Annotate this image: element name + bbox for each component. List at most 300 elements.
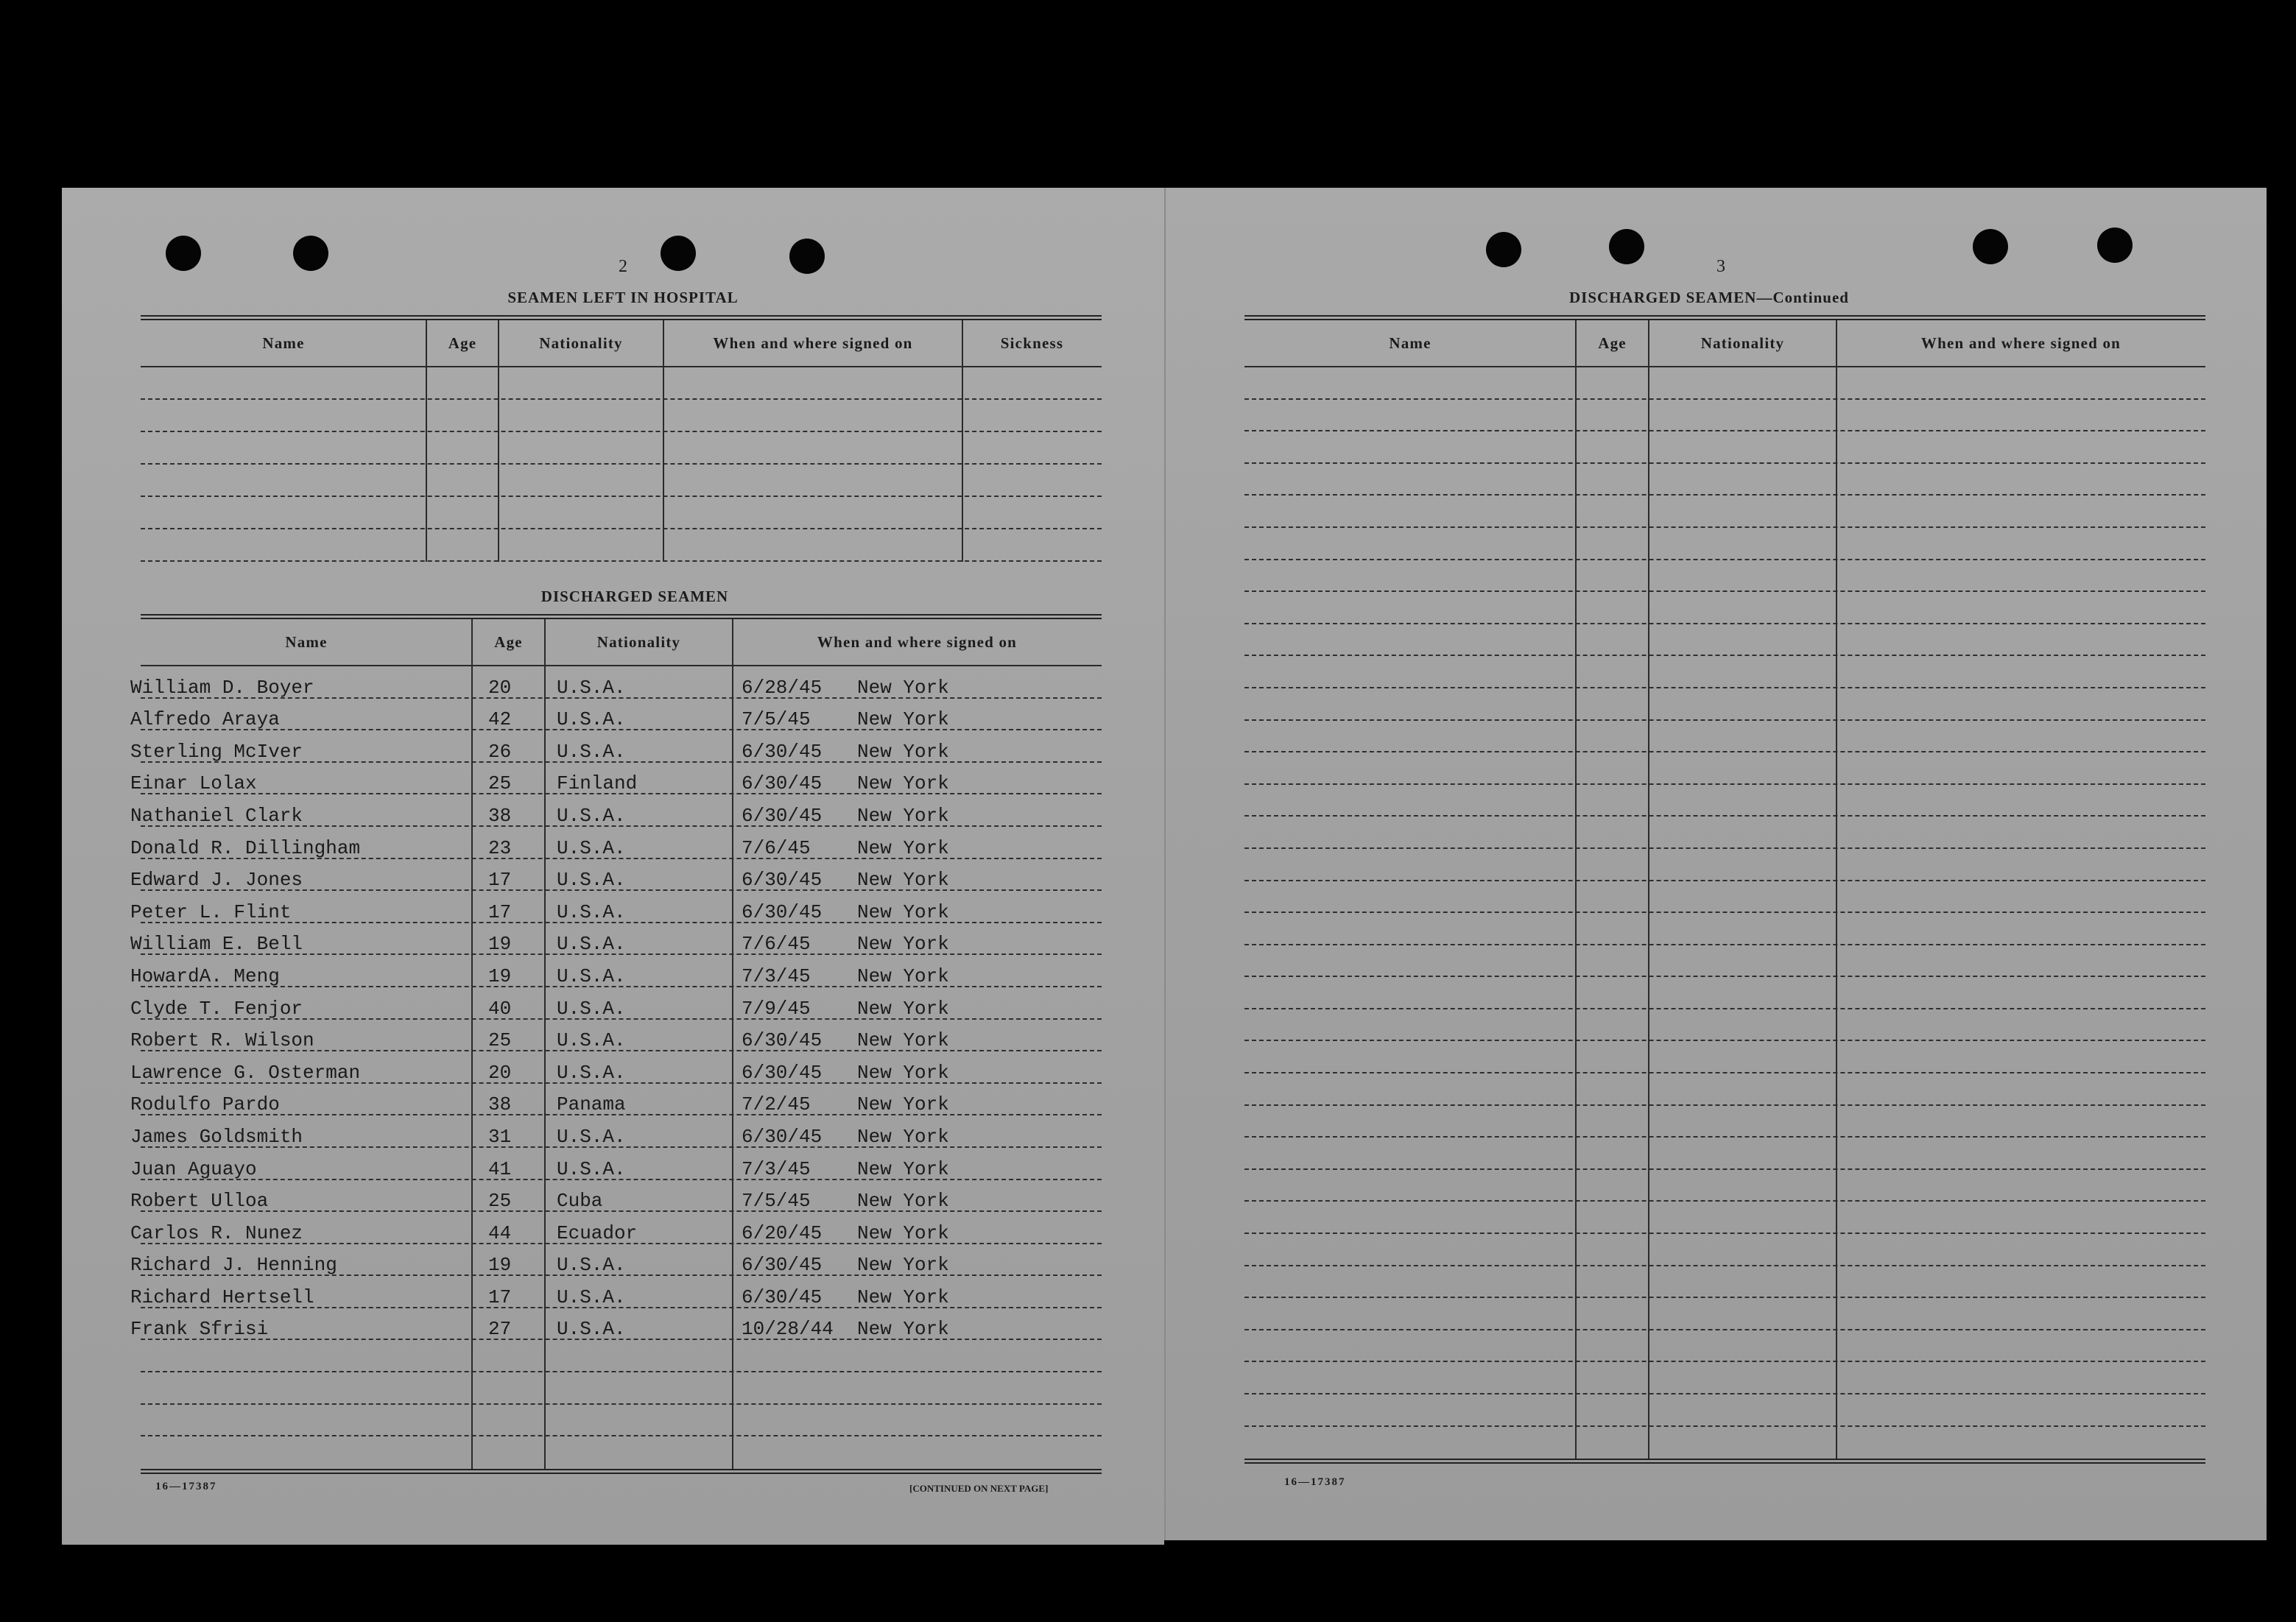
continued-nationality-cell xyxy=(1649,1170,1837,1201)
discharged-age-cell xyxy=(472,1148,545,1179)
discharged-nationality-cell xyxy=(545,699,733,730)
seaman-nationality: U.S.A. xyxy=(557,933,626,956)
continued-signed-on-cell xyxy=(1837,1362,2205,1393)
discharged-seaman-row xyxy=(130,827,1102,859)
discharged-seaman-row xyxy=(130,1276,1102,1308)
discharged-age-cell xyxy=(472,1372,545,1403)
seaman-name: Alfredo Araya xyxy=(130,708,280,731)
hospital-age-cell xyxy=(426,432,499,463)
signed-on-place: New York xyxy=(857,1221,949,1244)
continued-blank-row xyxy=(1244,721,2205,753)
continued-signed-on-cell xyxy=(1837,913,2205,944)
hospital-sickness-cell xyxy=(962,529,1102,560)
continued-age-cell xyxy=(1576,945,1649,976)
discharged-nationality-cell xyxy=(545,987,733,1018)
signed-on-date: 6/20/45 xyxy=(742,1221,823,1244)
continued-signed-on-cell xyxy=(1837,656,2205,687)
hospital-blank-row xyxy=(141,367,1102,400)
discharged-signed-on-cell xyxy=(733,1212,1102,1243)
continued-name-cell xyxy=(1244,1041,1576,1072)
continued-signed-on-cell xyxy=(1837,881,2205,912)
continued-age-cell xyxy=(1576,431,1649,462)
hospital-blank-row xyxy=(141,400,1102,432)
discharged-signed-on-cell xyxy=(733,955,1102,986)
discharged-age-cell xyxy=(472,794,545,825)
continued-age-cell xyxy=(1576,496,1649,526)
seaman-nationality: U.S.A. xyxy=(557,997,626,1020)
continued-age-cell xyxy=(1576,367,1649,398)
discharged-age-cell xyxy=(472,1212,545,1243)
discharged-name-cell xyxy=(130,1084,472,1116)
column-divider xyxy=(663,320,664,562)
discharged-seaman-row xyxy=(130,923,1102,956)
seaman-nationality: Panama xyxy=(557,1093,626,1116)
seaman-age: 19 xyxy=(488,965,512,987)
continued-name-cell xyxy=(1244,624,1576,655)
continued-name-cell xyxy=(1244,592,1576,623)
continued-age-cell xyxy=(1576,1394,1649,1425)
continued-age-cell xyxy=(1576,592,1649,623)
discharged-nationality-cell xyxy=(545,763,733,794)
discharged-name-cell xyxy=(130,1212,472,1244)
continued-nationality-cell xyxy=(1649,1202,1837,1233)
discharged-signed-on-cell xyxy=(733,666,1102,697)
seaman-age: 38 xyxy=(488,1093,512,1116)
continued-nationality-cell xyxy=(1649,688,1837,719)
punch-hole xyxy=(166,236,201,271)
hospital-signed-on-cell xyxy=(663,497,962,528)
seaman-name: Edward J. Jones xyxy=(130,869,303,892)
signed-on-place: New York xyxy=(857,965,949,987)
continued-nationality-cell xyxy=(1649,721,1837,752)
hospital-signed-on-cell xyxy=(663,400,962,431)
continued-nationality-cell xyxy=(1649,400,1837,431)
hospital-nationality-cell xyxy=(499,400,663,431)
continued-age-cell xyxy=(1576,1202,1649,1233)
seaman-age: 41 xyxy=(488,1157,512,1180)
column-header-signed-on: When and where signed on xyxy=(817,632,1018,651)
continued-name-cell xyxy=(1244,721,1576,752)
seaman-nationality: U.S.A. xyxy=(557,1157,626,1180)
continued-signed-on-cell xyxy=(1837,1009,2205,1040)
continued-signed-on-cell xyxy=(1837,1394,2205,1425)
hospital-table xyxy=(141,315,1102,562)
continued-age-cell xyxy=(1576,1041,1649,1072)
discharged-signed-on-cell xyxy=(733,1084,1102,1115)
seaman-age: 23 xyxy=(488,836,512,859)
continued-signed-on-cell xyxy=(1837,752,2205,783)
signed-on-date: 6/30/45 xyxy=(742,1061,823,1084)
signed-on-date: 6/30/45 xyxy=(742,900,823,923)
continued-age-cell xyxy=(1576,688,1649,719)
discharged-continued-title: DISCHARGED SEAMEN—Continued xyxy=(1569,289,1849,306)
continued-age-cell xyxy=(1576,1330,1649,1361)
continued-nationality-cell xyxy=(1649,1073,1837,1104)
discharged-age-cell xyxy=(472,1244,545,1275)
continued-blank-row xyxy=(1244,945,2205,978)
continued-name-cell xyxy=(1244,1427,1576,1459)
seaman-age: 27 xyxy=(488,1318,512,1341)
discharged-signed-on-cell xyxy=(733,1308,1102,1339)
continued-nationality-cell xyxy=(1649,1106,1837,1137)
seaman-name: Frank Sfrisi xyxy=(130,1318,269,1341)
discharged-nationality-cell xyxy=(545,1148,733,1179)
discharged-age-cell xyxy=(472,1308,545,1339)
signed-on-place: New York xyxy=(857,772,949,795)
hospital-signed-on-cell xyxy=(663,465,962,496)
column-header-nationality: Nationality xyxy=(1700,334,1785,352)
discharged-name-cell xyxy=(130,987,472,1020)
seaman-age: 20 xyxy=(488,1061,512,1084)
continued-signed-on-cell xyxy=(1837,688,2205,719)
discharged-name-cell xyxy=(130,1051,472,1084)
continued-name-cell xyxy=(1244,1170,1576,1201)
discharged-name-cell xyxy=(130,891,472,923)
discharged-age-cell xyxy=(472,1115,545,1146)
discharged-seaman-row xyxy=(130,1180,1102,1213)
punch-hole xyxy=(789,239,825,274)
seaman-nationality: U.S.A. xyxy=(557,1125,626,1148)
signed-on-place: New York xyxy=(857,804,949,827)
punch-hole xyxy=(1973,229,2008,264)
continued-name-cell xyxy=(1244,1202,1576,1233)
hospital-nationality-cell xyxy=(499,465,663,496)
discharged-seaman-row xyxy=(130,1084,1102,1116)
continued-name-cell xyxy=(1244,688,1576,719)
continued-name-cell xyxy=(1244,849,1576,880)
discharged-age-cell xyxy=(472,1020,545,1051)
column-header-nationality: Nationality xyxy=(539,334,623,352)
seaman-nationality: Finland xyxy=(557,772,638,795)
signed-on-place: New York xyxy=(857,1157,949,1180)
discharged-nationality-cell xyxy=(545,1372,733,1403)
continued-blank-row xyxy=(1244,688,2205,721)
punch-hole xyxy=(293,236,328,271)
discharged-nationality-cell xyxy=(545,859,733,890)
discharged-signed-on-cell xyxy=(733,1244,1102,1275)
page-number: 3 xyxy=(1716,257,1725,276)
discharged-blank-row xyxy=(141,1340,1102,1372)
column-header-nationality: Nationality xyxy=(596,632,681,651)
signed-on-date: 6/28/45 xyxy=(742,676,823,699)
signed-on-place: New York xyxy=(857,1318,949,1341)
continued-name-cell xyxy=(1244,528,1576,559)
continued-age-cell xyxy=(1576,624,1649,655)
discharged-name-cell xyxy=(130,827,472,859)
seaman-nationality: U.S.A. xyxy=(557,1286,626,1308)
continued-blank-row xyxy=(1244,752,2205,785)
seaman-age: 31 xyxy=(488,1125,512,1148)
discharged-nationality-cell xyxy=(545,1084,733,1115)
discharged-name-cell xyxy=(130,1115,472,1148)
continued-signed-on-cell xyxy=(1837,400,2205,431)
signed-on-place: New York xyxy=(857,1061,949,1084)
signed-on-date: 6/30/45 xyxy=(742,1125,823,1148)
signed-on-date: 7/5/45 xyxy=(742,1190,811,1213)
continued-signed-on-cell xyxy=(1837,945,2205,976)
hospital-blank-row xyxy=(141,497,1102,529)
continued-blank-row xyxy=(1244,1170,2205,1202)
discharged-signed-on-cell xyxy=(733,859,1102,890)
continued-name-cell xyxy=(1244,1009,1576,1040)
discharged-nationality-cell xyxy=(545,1276,733,1307)
continued-nationality-cell xyxy=(1649,1394,1837,1425)
continued-nationality-cell xyxy=(1649,913,1837,944)
continued-name-cell xyxy=(1244,1362,1576,1393)
discharged-age-cell xyxy=(472,1436,545,1469)
hospital-age-cell xyxy=(426,465,499,496)
signed-on-place: New York xyxy=(857,1029,949,1052)
continued-nationality-cell xyxy=(1649,1330,1837,1361)
continued-name-cell xyxy=(1244,785,1576,816)
continued-blank-row xyxy=(1244,881,2205,914)
continued-signed-on-cell xyxy=(1837,592,2205,623)
discharged-nationality-cell xyxy=(545,923,733,954)
continued-blank-row xyxy=(1244,977,2205,1009)
discharged-nationality-cell xyxy=(545,666,733,697)
continued-name-cell xyxy=(1244,464,1576,495)
hospital-name-cell xyxy=(141,465,426,496)
form-number: 16—17387 xyxy=(155,1481,217,1492)
hospital-age-cell xyxy=(426,529,499,560)
continued-age-cell xyxy=(1576,1170,1649,1201)
signed-on-date: 7/5/45 xyxy=(742,708,811,731)
discharged-table xyxy=(130,614,1102,1474)
discharged-age-cell xyxy=(472,1276,545,1307)
discharged-name-cell xyxy=(130,666,472,699)
discharged-nationality-cell xyxy=(545,1308,733,1339)
discharged-seaman-row xyxy=(130,1115,1102,1148)
signed-on-date: 7/3/45 xyxy=(742,1157,811,1180)
continued-name-cell xyxy=(1244,496,1576,526)
continued-age-cell xyxy=(1576,721,1649,752)
continued-age-cell xyxy=(1576,400,1649,431)
discharged-signed-on-cell xyxy=(733,987,1102,1018)
discharged-name-cell xyxy=(130,730,472,763)
continued-blank-row xyxy=(1244,431,2205,464)
discharged-seaman-row xyxy=(130,699,1102,731)
continued-name-cell xyxy=(1244,1106,1576,1137)
discharged-age-cell xyxy=(472,923,545,954)
signed-on-date: 7/2/45 xyxy=(742,1093,811,1116)
discharged-seaman-row xyxy=(130,1020,1102,1052)
discharged-nationality-cell xyxy=(545,794,733,825)
seaman-age: 42 xyxy=(488,708,512,731)
hospital-nationality-cell xyxy=(499,432,663,463)
seaman-name: Sterling McIver xyxy=(130,740,303,763)
discharged-seaman-row xyxy=(130,1148,1102,1180)
seaman-age: 17 xyxy=(488,1286,512,1308)
continued-name-cell xyxy=(1244,367,1576,398)
seaman-nationality: U.S.A. xyxy=(557,1318,626,1341)
discharged-nationality-cell xyxy=(545,730,733,761)
continued-nationality-cell xyxy=(1649,817,1837,847)
continued-blank-row xyxy=(1244,624,2205,657)
continued-age-cell xyxy=(1576,881,1649,912)
hospital-blank-row xyxy=(141,529,1102,562)
continued-age-cell xyxy=(1576,1427,1649,1459)
continued-nationality-cell xyxy=(1649,945,1837,976)
seaman-age: 19 xyxy=(488,933,512,956)
seaman-name: HowardA. Meng xyxy=(130,965,280,987)
hospital-age-cell xyxy=(426,367,499,398)
discharged-blank-row xyxy=(141,1372,1102,1405)
continued-nationality-cell xyxy=(1649,431,1837,462)
continued-nationality-cell xyxy=(1649,464,1837,495)
continued-age-cell xyxy=(1576,1138,1649,1168)
discharged-nationality-cell xyxy=(545,1436,733,1469)
continued-nationality-cell xyxy=(1649,1234,1837,1265)
signed-on-date: 7/9/45 xyxy=(742,997,811,1020)
continued-nationality-cell xyxy=(1649,881,1837,912)
continued-name-cell xyxy=(1244,560,1576,591)
seaman-name: Clyde T. Fenjor xyxy=(130,997,303,1020)
continued-signed-on-cell xyxy=(1837,849,2205,880)
continued-signed-on-cell xyxy=(1837,1041,2205,1072)
continued-blank-row xyxy=(1244,1298,2205,1330)
continued-blank-row xyxy=(1244,400,2205,432)
discharged-signed-on-cell xyxy=(733,891,1102,922)
continued-age-cell xyxy=(1576,752,1649,783)
continued-age-cell xyxy=(1576,1362,1649,1393)
continued-age-cell xyxy=(1576,1106,1649,1137)
continued-signed-on-cell xyxy=(1837,1202,2205,1233)
discharged-signed-on-cell xyxy=(733,1115,1102,1146)
column-header-name: Name xyxy=(262,334,305,352)
hospital-signed-on-cell xyxy=(663,367,962,398)
signed-on-date: 7/6/45 xyxy=(742,836,811,859)
continued-name-cell xyxy=(1244,1138,1576,1168)
continued-blank-row xyxy=(1244,1362,2205,1394)
continued-signed-on-cell xyxy=(1837,431,2205,462)
continued-nationality-cell xyxy=(1649,1427,1837,1459)
discharged-name-cell xyxy=(130,763,472,795)
discharged-seaman-row xyxy=(130,1308,1102,1341)
signed-on-date: 10/28/44 xyxy=(742,1318,834,1341)
continued-name-cell xyxy=(1244,1330,1576,1361)
continued-nationality-cell xyxy=(1649,1138,1837,1168)
continued-nationality-cell xyxy=(1649,592,1837,623)
seaman-age: 40 xyxy=(488,997,512,1020)
discharged-blank-row xyxy=(141,1436,1102,1469)
continued-signed-on-cell xyxy=(1837,1170,2205,1201)
seaman-nationality: U.S.A. xyxy=(557,804,626,827)
continued-nationality-cell xyxy=(1649,785,1837,816)
seaman-nationality: U.S.A. xyxy=(557,869,626,892)
hospital-age-cell xyxy=(426,497,499,528)
discharged-age-cell xyxy=(472,1051,545,1082)
discharged-age-cell xyxy=(472,666,545,697)
discharged-age-cell xyxy=(472,827,545,858)
signed-on-place: New York xyxy=(857,740,949,763)
discharged-signed-on-cell xyxy=(733,763,1102,794)
column-header-name: Name xyxy=(1389,334,1432,352)
continued-signed-on-cell xyxy=(1837,1234,2205,1265)
continued-signed-on-cell xyxy=(1837,1330,2205,1361)
seaman-nationality: U.S.A. xyxy=(557,708,626,731)
discharged-blank-row xyxy=(141,1405,1102,1437)
seaman-nationality: U.S.A. xyxy=(557,740,626,763)
discharged-signed-on-cell xyxy=(733,794,1102,825)
continued-blank-row xyxy=(1244,849,2205,881)
signed-on-date: 7/6/45 xyxy=(742,933,811,956)
discharged-age-cell xyxy=(472,987,545,1018)
continued-nationality-cell xyxy=(1649,977,1837,1008)
discharged-name-cell xyxy=(141,1436,472,1469)
hospital-blank-row xyxy=(141,432,1102,465)
continued-signed-on-cell xyxy=(1837,367,2205,398)
column-header-age: Age xyxy=(448,334,477,352)
seaman-name: Nathaniel Clark xyxy=(130,804,303,827)
column-divider xyxy=(426,320,427,562)
continued-blank-row xyxy=(1244,1106,2205,1138)
discharged-seaman-row xyxy=(130,730,1102,763)
discharged-signed-on-cell xyxy=(733,1180,1102,1211)
discharged-signed-on-cell xyxy=(733,827,1102,858)
discharged-nationality-cell xyxy=(545,1212,733,1243)
discharged-nationality-cell xyxy=(545,955,733,986)
punch-hole xyxy=(1486,232,1521,267)
discharged-seaman-row xyxy=(130,666,1102,699)
discharged-signed-on-cell xyxy=(733,923,1102,954)
continued-blank-row xyxy=(1244,913,2205,945)
column-divider xyxy=(1836,320,1837,1459)
continued-age-cell xyxy=(1576,560,1649,591)
continued-nationality-cell xyxy=(1649,752,1837,783)
discharged-nationality-cell xyxy=(545,1020,733,1051)
seaman-name: Peter L. Flint xyxy=(130,900,292,923)
continued-blank-row xyxy=(1244,592,2205,624)
seaman-age: 25 xyxy=(488,1029,512,1052)
discharged-age-cell xyxy=(472,730,545,761)
continued-nationality-cell xyxy=(1649,528,1837,559)
seaman-name: Juan Aguayo xyxy=(130,1157,257,1180)
discharged-continued-body xyxy=(1244,367,2205,1459)
signed-on-place: New York xyxy=(857,997,949,1020)
discharged-name-cell xyxy=(130,1148,472,1180)
continued-nationality-cell xyxy=(1649,624,1837,655)
discharged-age-cell xyxy=(472,891,545,922)
continued-blank-row xyxy=(1244,656,2205,688)
continued-nationality-cell xyxy=(1649,849,1837,880)
punch-hole xyxy=(661,236,696,271)
seaman-name: Lawrence G. Osterman xyxy=(130,1061,361,1084)
continued-blank-row xyxy=(1244,1138,2205,1170)
continued-name-cell xyxy=(1244,1298,1576,1329)
hospital-name-cell xyxy=(141,432,426,463)
seaman-age: 20 xyxy=(488,676,512,699)
seaman-nationality: U.S.A. xyxy=(557,1029,626,1052)
discharged-seaman-row xyxy=(130,891,1102,923)
continued-name-cell xyxy=(1244,752,1576,783)
continued-signed-on-cell xyxy=(1837,560,2205,591)
continued-nationality-cell xyxy=(1649,1041,1837,1072)
continued-blank-row xyxy=(1244,1009,2205,1042)
continued-nationality-cell xyxy=(1649,367,1837,398)
continued-blank-row xyxy=(1244,528,2205,560)
discharged-seaman-row xyxy=(130,955,1102,987)
discharged-name-cell xyxy=(141,1340,472,1371)
hospital-name-cell xyxy=(141,529,426,560)
continued-signed-on-cell xyxy=(1837,624,2205,655)
column-divider xyxy=(544,619,546,1469)
hospital-section-title: SEAMEN LEFT IN HOSPITAL xyxy=(507,289,739,306)
continued-blank-row xyxy=(1244,1394,2205,1427)
right-page xyxy=(1164,188,2267,1540)
signed-on-place: New York xyxy=(857,1125,949,1148)
signed-on-date: 6/30/45 xyxy=(742,772,823,795)
hospital-sickness-cell xyxy=(962,465,1102,496)
